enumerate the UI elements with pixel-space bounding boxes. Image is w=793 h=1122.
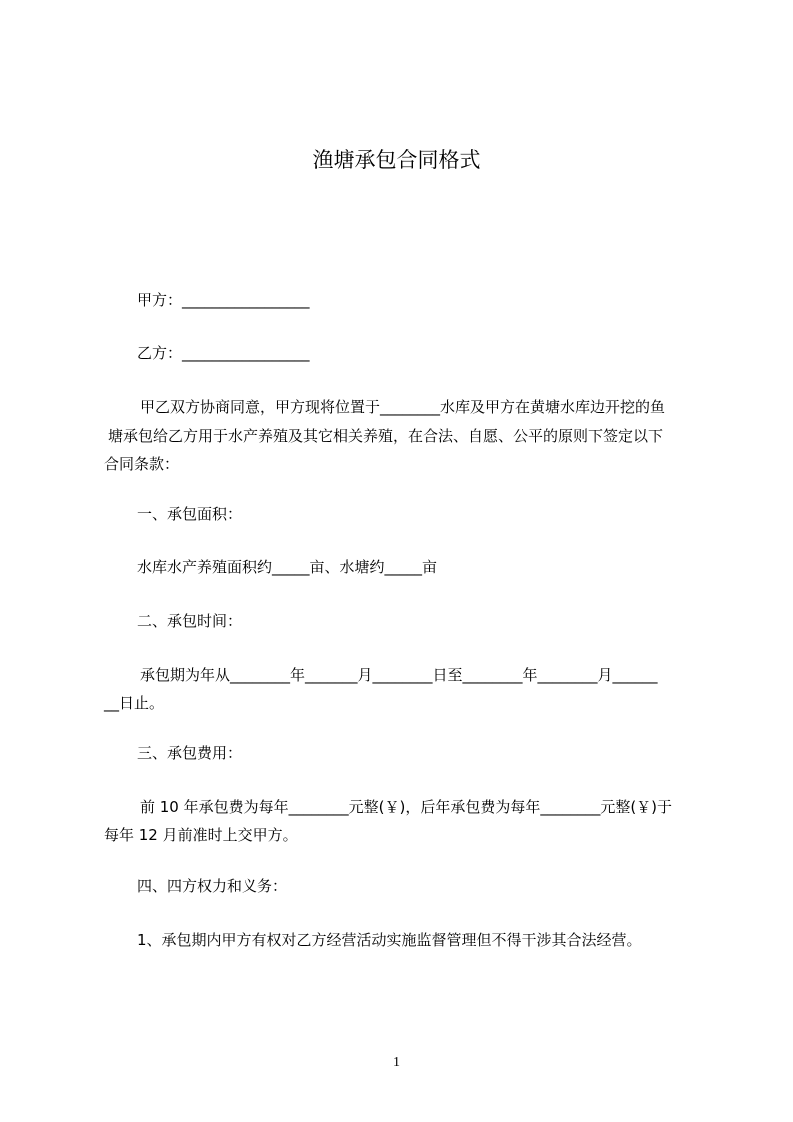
party-a-line: 甲方：_________________ xyxy=(137,291,310,309)
section2-heading: 二、承包时间： xyxy=(137,612,243,630)
intro-line: 甲乙双方协商同意，甲方现将位置于________水库及甲方在黄塘水库边开挖的鱼 xyxy=(140,398,666,416)
section3-line: 前 10 年承包费为每年________元整(￥)，后年承包费为每年________元整(￥)于 xyxy=(140,798,673,816)
document-title: 渔塘承包合同格式 xyxy=(312,148,481,172)
section2-line: 承包期为年从________年_______月________日至________年________月______ xyxy=(140,666,658,684)
section4-item: 1、承包期内甲方有权对乙方经营活动实施监督管理但不得干涉其合法经营。 xyxy=(137,931,642,949)
page-number: 1 xyxy=(393,1055,400,1070)
intro-line: 合同条款： xyxy=(104,455,180,473)
section3-heading: 三、承包费用： xyxy=(137,744,243,762)
section4-heading: 四、四方权力和义务： xyxy=(137,877,288,895)
party-b-line: 乙方：_________________ xyxy=(137,344,310,362)
section2-line: __日止。 xyxy=(104,694,165,712)
intro-line: 塘承包给乙方用于水产养殖及其它相关养殖，在合法、自愿、公平的原则下签定以下 xyxy=(108,427,664,445)
section3-line: 每年 12 月前准时上交甲方。 xyxy=(104,826,298,844)
section1-body: 水库水产养殖面积约_____亩、水塘约_____亩 xyxy=(137,558,438,576)
section1-heading: 一、承包面积： xyxy=(137,505,243,523)
